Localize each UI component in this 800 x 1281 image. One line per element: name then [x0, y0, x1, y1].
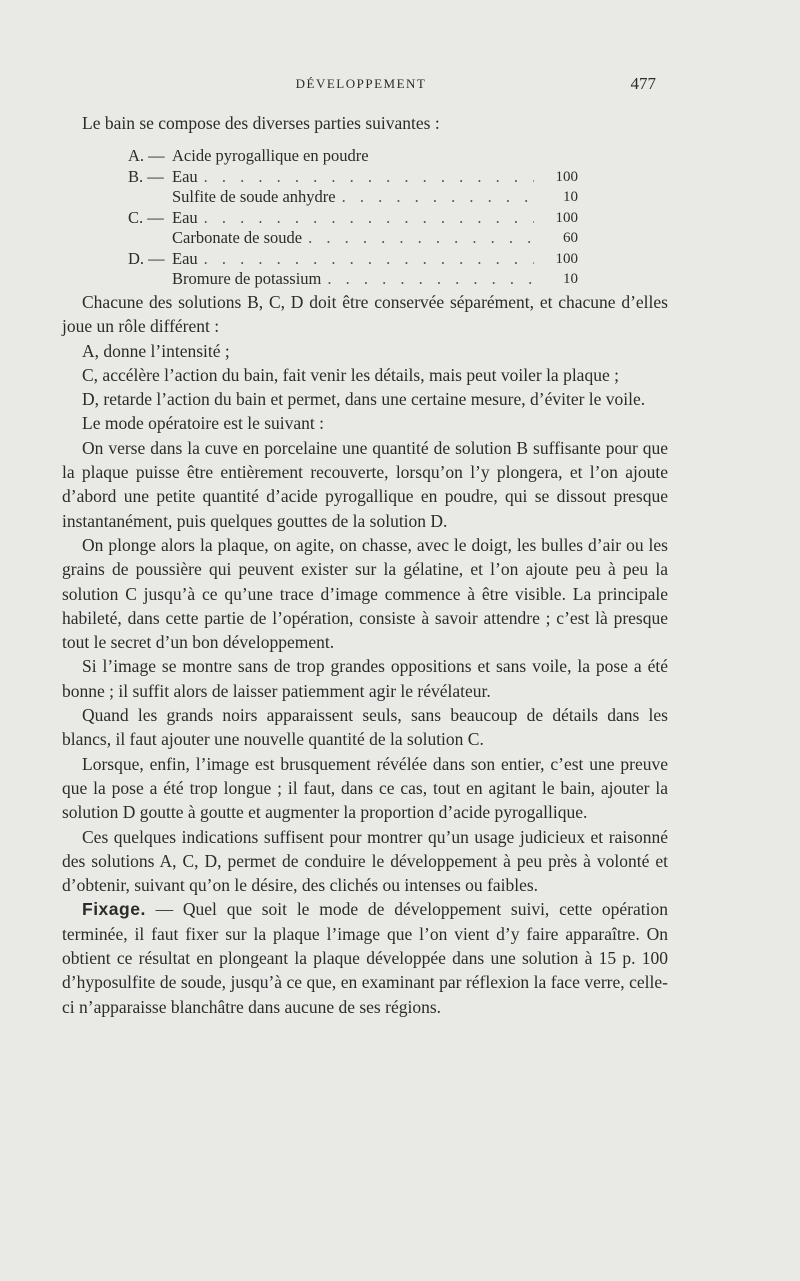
leader-dots — [204, 249, 534, 270]
leader-dots — [308, 228, 534, 249]
formula-key — [128, 187, 172, 208]
paragraph: D, retarde l’action du bain et permet, dans une certaine mesure, d’éviter le voile. — [82, 389, 646, 410]
paragraph: On plonge alors la plaque, on agite, on chasse, avec le doigt, les bulles d’air ou les grains de poussière qui peuvent exister sur la gélatine, et l’on ajoute peu à peu la solution C jusqu’à ce qu’une trace d’image commence à être visible. La principale habileté, dans cette partie de l’opération, consiste à savoir attendre ; c’est là presque tout le secret d’un bon développement. — [62, 534, 668, 653]
formula-row-c-carbonate — [128, 228, 578, 249]
formula-ingredient: Sulfite de soude anhydre — [172, 187, 336, 206]
formula-ingredient: Eau — [172, 166, 198, 186]
paragraph: On verse dans la cuve en porcelaine une quantité de solution B suffisante pour que la plaque puisse être entièrement recouverte, lorsqu’on l’y plongera, et l’on ajoute d’abord une petite quantité d’acide pyrogallique en poudre, qui se dissout presque instantanément, puis quelques gouttes de la solution D. — [62, 437, 668, 531]
formula-ingredient: Bromure de potassium — [172, 269, 322, 288]
paragraph: Si l’image se montre sans de trop grandes oppositions et sans voile, la pose a été bonne ; il suffit alors de laisser patiemment agir le révélateur. — [62, 656, 668, 701]
leader-dots — [327, 269, 534, 290]
formula-key — [128, 269, 172, 290]
formula-row-d-eau — [128, 249, 578, 270]
formula-quantity: 100 — [555, 168, 578, 185]
leader-dots — [204, 167, 534, 188]
formula-row-c-eau — [128, 208, 578, 229]
leader-dots — [342, 187, 534, 208]
paragraph: Quand les grands noirs apparaissent seuls, sans beaucoup de détails dans les blancs, il faut ajouter une nouvelle quantité de la solution C. — [62, 705, 668, 750]
page-number: 477 — [630, 74, 656, 93]
body-text — [62, 290, 668, 1019]
page-header — [62, 74, 660, 96]
running-title: DÉVELOPPEMENT — [295, 76, 427, 91]
paragraph: Chacune des solutions B, C, D doit être conservée séparément, et chacune d’elles joue un rôle différent : — [62, 292, 668, 337]
formula-quantity: 60 — [563, 230, 578, 246]
paragraph: C, accélère l’action du bain, fait venir les détails, mais peut voiler la plaque ; — [82, 364, 619, 385]
fixage-text: — Quel que soit le mode de développement suivi, cette opération terminée, il faut fixer sur la plaque l’image que l’on vient d’y faire apparaître. On obtient ce résultat en plongeant la plaque développée dans une solution à 15 p. 100 d’hyposulfite de soude, jusqu’à ce que, en examinant par réflexion la face verre, celle-ci n’apparaisse blanchâtre dans aucune de ses régions. — [62, 899, 668, 1017]
formula-quantity: 10 — [563, 189, 578, 205]
formula-key: D. — — [128, 248, 165, 268]
paragraph: A, donne l’intensité ; — [82, 340, 230, 361]
formula-key: B. — — [128, 166, 164, 186]
fixage-paragraph — [62, 897, 668, 1018]
intro-sentence: Le bain se compose des diverses parties suivantes : — [82, 113, 440, 133]
formula-quantity: 100 — [555, 209, 578, 226]
section-heading-fixage: Fixage. — [82, 899, 146, 920]
bath-formula — [128, 146, 578, 290]
formula-key — [128, 228, 172, 249]
leader-dots — [204, 208, 534, 229]
formula-row-a — [128, 146, 578, 167]
paragraph: Lorsque, enfin, l’image est brusquement révélée dans son entier, c’est une preuve que la pose a été trop longue ; il faut, dans ce cas, tout en agitant le bain, ajouter la solution D goutte à goutte et augmenter la proportion d’acide pyrogallique. — [62, 753, 668, 823]
formula-ingredient: Eau — [172, 207, 198, 227]
formula-ingredient: Acide pyrogallique en poudre — [172, 146, 369, 165]
paragraph: Ces quelques indications suffisent pour montrer qu’un usage judicieux et raisonné des solutions A, C, D, permet de conduire le développement à peu près à volonté et d’obtenir, suivant qu’on le désire, des clichés ou intenses ou faibles. — [62, 826, 668, 896]
formula-row-b-sulfite — [128, 187, 578, 208]
formula-ingredient: Eau — [172, 248, 198, 268]
formula-key: C. — — [128, 207, 164, 227]
paragraph: Le mode opératoire est le suivant : — [82, 413, 325, 434]
formula-row-d-bromure — [128, 269, 578, 290]
formula-row-b-eau — [128, 167, 578, 188]
formula-quantity: 100 — [555, 250, 578, 267]
formula-quantity: 10 — [563, 271, 578, 287]
formula-key: A. — — [128, 146, 165, 165]
formula-ingredient: Carbonate de soude — [172, 228, 303, 247]
